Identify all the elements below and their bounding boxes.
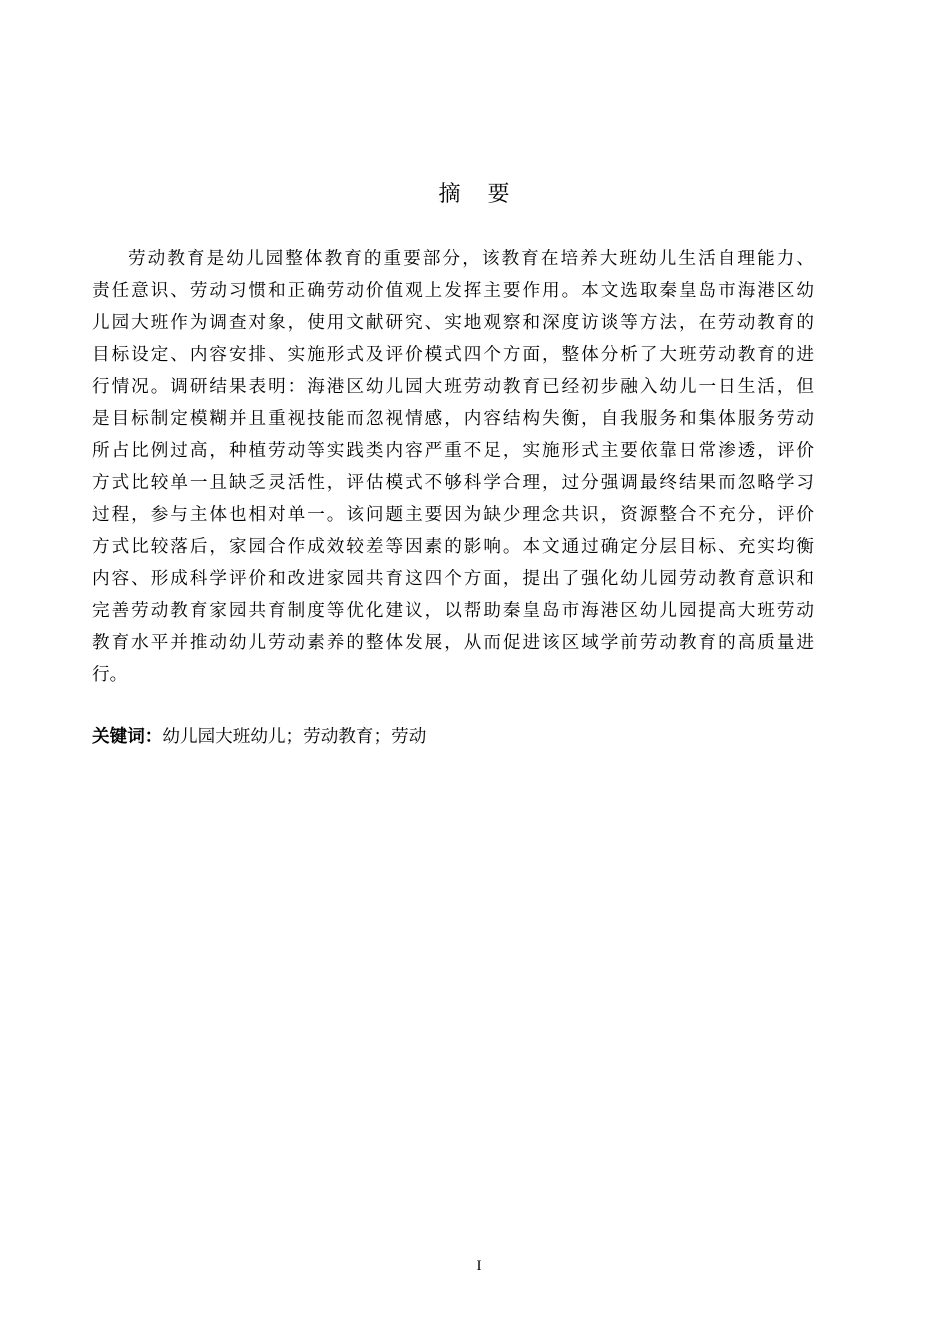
abstract-line: 过程，参与主体也相对单一。该问题主要因为缺少理念共识，资源整合不充分，评价 [92, 505, 814, 525]
abstract-line: 行情况。调研结果表明：海港区幼儿园大班劳动教育已经初步融入幼儿一日生活，但 [92, 377, 814, 397]
abstract-line: 完善劳动教育家园共育制度等优化建议，以帮助秦皇岛市海港区幼儿园提高大班劳动 [92, 601, 814, 621]
abstract-line: 劳动教育是幼儿园整体教育的重要部分，该教育在培养大班幼儿生活自理能力、 [128, 249, 814, 269]
abstract-line: 方式比较单一且缺乏灵活性，评估模式不够科学合理，过分强调最终结果而忽略学习 [92, 473, 814, 493]
abstract-line: 教育水平并推动幼儿劳动素养的整体发展，从而促进该区域学前劳动教育的高质量进 [92, 633, 814, 653]
abstract-line: 内容、形成科学评价和改进家园共育这四个方面，提出了强化幼儿园劳动教育意识和 [92, 569, 814, 589]
abstract-line: 是目标制定模糊并且重视技能而忽视情感，内容结构失衡，自我服务和集体服务劳动 [92, 409, 814, 429]
keywords-label: 关键词： [92, 727, 163, 747]
abstract-line: 责任意识、劳动习惯和正确劳动价值观上发挥主要作用。本文选取秦皇岛市海港区幼 [92, 281, 814, 301]
keywords-line [92, 721, 426, 753]
abstract-line: 儿园大班作为调查对象，使用文献研究、实地观察和深度访谈等方法，在劳动教育的 [92, 313, 814, 333]
abstract-title: 摘 要 [438, 182, 520, 207]
abstract-line: 目标设定、内容安排、实施形式及评价模式四个方面，整体分析了大班劳动教育的进 [92, 345, 814, 365]
page-number: I [476, 1258, 482, 1274]
abstract-line: 行。 [92, 665, 128, 685]
abstract-line: 方式比较落后，家园合作成效较差等因素的影响。本文通过确定分层目标、充实均衡 [92, 537, 814, 557]
keywords-text: 幼儿园大班幼儿；劳动教育；劳动 [162, 727, 427, 747]
abstract-line: 所占比例过高，种植劳动等实践类内容严重不足，实施形式主要依靠日常渗透，评价 [92, 441, 814, 461]
